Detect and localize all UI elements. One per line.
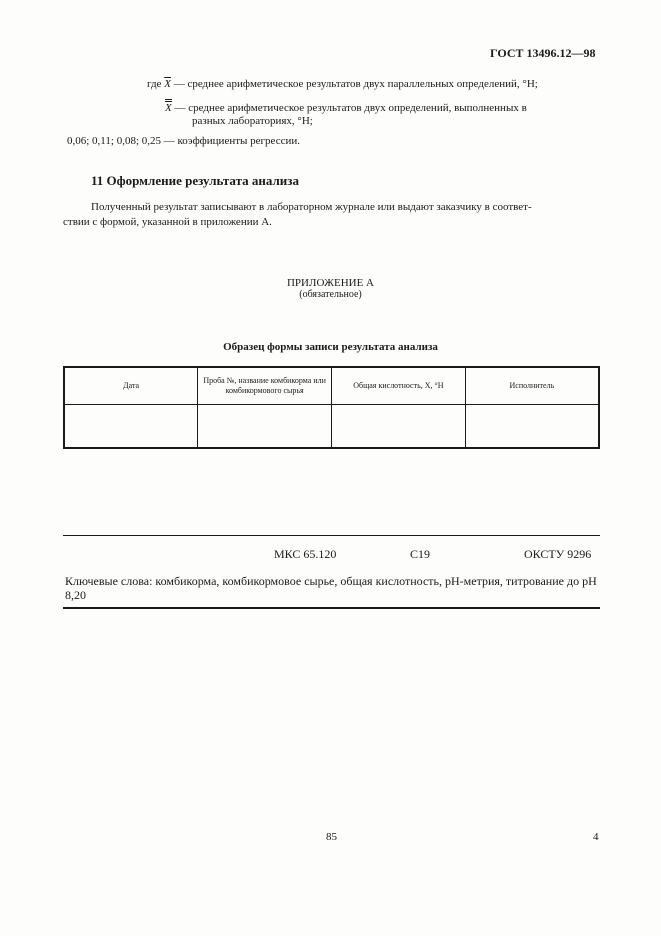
page-number: 85 (326, 831, 337, 843)
classification-code: С19 (410, 547, 431, 561)
column-header-acidity: Общая кислотность, X, °Н (332, 367, 466, 405)
table-cell-acidity (332, 405, 466, 449)
table-cell-performer (465, 405, 599, 449)
okstu-code: ОКСТУ 9296 (524, 547, 592, 561)
definition-dash: — (173, 78, 185, 90)
regression-coefficients: 0,06; 0,11; 0,08; 0,25 — коэффициенты регрессии. (67, 135, 300, 147)
appendix-title: ПРИЛОЖЕНИЕ А (286, 277, 374, 289)
section-paragraph-line1: Полученный результат записывают в лабораторном журнале или выдают заказчику в соответ- (91, 201, 532, 213)
sheet-number: 4 (593, 831, 599, 843)
mks-code: МКС 65.120 (274, 547, 337, 561)
column-header-performer: Исполнитель (465, 367, 599, 405)
divider-top (63, 535, 600, 536)
definition-dash: — (174, 102, 186, 114)
definition-text-line1: среднее арифметическое результатов двух определений, выполненных в (188, 102, 527, 114)
form-title: Образец формы записи результата анализа (223, 341, 438, 353)
definition-prefix: где (147, 78, 162, 90)
definition-1 (147, 77, 538, 91)
table-cell-date (64, 405, 198, 449)
section-paragraph-line2: ствии с формой, указанной в приложении А. (63, 216, 272, 228)
definition-2 (165, 101, 527, 115)
keywords: Ключевые слова: комбикорма, комбикормовое сырье, общая кислотность, pH-метрия, титрование до pH 8,20 (65, 574, 597, 602)
section-title: 11 Оформление результата анализа (91, 173, 300, 188)
definition-2-continuation: разных лабораториях, °Н; (192, 115, 313, 127)
table-cell-sample (198, 405, 332, 449)
divider-bottom (63, 607, 600, 609)
result-form-table (63, 366, 600, 449)
x-double-bar-symbol: X (165, 102, 172, 114)
column-header-date: Дата (64, 367, 198, 405)
standard-header: ГОСТ 13496.12—98 (490, 46, 596, 60)
x-bar-symbol: $\overline{X}$ (164, 78, 171, 90)
definition-text: среднее арифметическое результатов двух параллельных определений, °Н; (187, 78, 538, 90)
table-header-row (64, 367, 599, 405)
table-row (64, 405, 599, 449)
column-header-sample: Проба №, название комбикорма или комбикормового сырья (198, 367, 332, 405)
appendix-subtitle: (обязательное) (299, 289, 362, 300)
